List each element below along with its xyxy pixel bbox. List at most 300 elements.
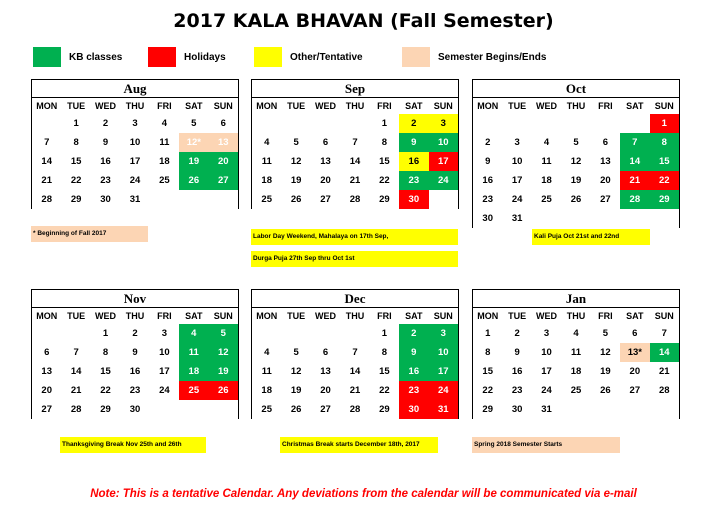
day-cell: 11 (261, 156, 272, 167)
week-row (252, 362, 458, 381)
day-cell: 23 (482, 194, 493, 205)
day-cell: 30 (482, 213, 493, 224)
day-cell: 12 (600, 347, 611, 358)
day-cell: 26 (290, 404, 302, 415)
week-row (473, 362, 679, 381)
weekday-label: THU (345, 311, 365, 321)
day-cell: 26 (600, 385, 611, 396)
week-row (32, 114, 238, 133)
legend-label: Other/Tentative (290, 51, 363, 63)
day-cell: 12 (209, 343, 238, 362)
week-row (473, 400, 679, 419)
day-cell: 12 (570, 156, 582, 167)
weekday-header (473, 98, 679, 114)
day-cell (591, 209, 620, 228)
day-cell: 16 (100, 156, 111, 167)
day-cell: 15 (379, 366, 390, 377)
day-cell (502, 114, 531, 133)
day-cell: 24 (429, 381, 458, 400)
day-cell: 13 (320, 366, 331, 377)
day-cell (32, 114, 61, 133)
legend-swatch-green (33, 47, 61, 67)
day-cell: 2 (102, 118, 109, 129)
day-cell (281, 324, 310, 343)
day-cell (281, 114, 310, 133)
day-cell: 12 (290, 156, 302, 167)
day-cell: 27 (41, 404, 52, 415)
day-cell: 26 (290, 194, 302, 205)
day-cell (561, 209, 590, 228)
weekday-label: FRI (377, 311, 392, 321)
day-cell: 19 (290, 175, 302, 186)
day-cell: 20 (209, 152, 238, 171)
weekday-label: TUE (67, 311, 86, 321)
day-cell (561, 400, 590, 419)
day-cell: 24 (159, 385, 170, 396)
weekday-header (252, 98, 458, 114)
week-row (32, 343, 238, 362)
day-cell: 4 (179, 324, 208, 343)
day-cell: 11 (179, 343, 208, 362)
week-row (252, 190, 458, 209)
weekday-label: MON (256, 311, 278, 321)
day-cell: 25 (159, 175, 170, 186)
weekday-label: MON (36, 311, 58, 321)
week-row (32, 400, 238, 419)
calendar-2 (472, 79, 680, 228)
weekday-label: FRI (157, 101, 172, 111)
month-name: Jan (473, 290, 679, 308)
day-cell: 21 (70, 385, 82, 396)
day-cell: 22 (70, 175, 82, 186)
week-row (252, 381, 458, 400)
day-cell: 22 (379, 385, 390, 396)
footer-note: Note: This is a tentative Calendar. Any deviations from the calendar will be communicated via e-mail (90, 488, 637, 500)
day-cell: 23 (511, 385, 523, 396)
calendar-1 (251, 79, 459, 209)
day-cell: 26 (179, 171, 208, 190)
legend-holidays (148, 47, 226, 67)
day-cell: 27 (320, 194, 331, 205)
note-sep-durga-puja: Durga Puja 27th Sep thru Oct 1st (251, 251, 458, 267)
day-cell: 4 (543, 137, 550, 148)
day-cell: 20 (41, 385, 52, 396)
day-cell: 8 (485, 347, 491, 358)
day-cell: 26 (570, 194, 582, 205)
day-cell: 21 (658, 366, 670, 377)
week-row (32, 381, 238, 400)
day-cell: 31 (541, 404, 552, 415)
day-cell: 2 (399, 324, 428, 343)
day-cell: 21 (41, 175, 52, 186)
weekday-header (32, 308, 238, 324)
day-cell: 19 (570, 175, 582, 186)
day-cell: 6 (632, 328, 638, 339)
day-cell: 16 (511, 366, 523, 377)
legend-semester-begins-ends (402, 47, 546, 67)
weekday-label: WED (95, 311, 117, 321)
day-cell (179, 190, 208, 209)
month-name: Oct (473, 80, 679, 98)
day-cell: 17 (429, 362, 458, 381)
day-cell: 15 (379, 156, 390, 167)
day-cell (532, 114, 561, 133)
day-cell: 1 (381, 328, 388, 339)
week-row (473, 343, 679, 362)
day-cell: 16 (482, 175, 493, 186)
day-cell (150, 190, 179, 209)
day-cell (650, 209, 679, 228)
weekday-label: WED (536, 311, 558, 321)
day-cell (311, 114, 340, 133)
day-cell: 29 (379, 404, 390, 415)
weekday-label: SAT (405, 101, 423, 111)
day-cell: 23 (399, 381, 428, 400)
day-cell: 14 (349, 156, 361, 167)
day-cell: 30 (399, 400, 428, 419)
day-cell: 20 (629, 366, 641, 377)
legend-label: Semester Begins/Ends (438, 51, 547, 63)
day-cell: 17 (511, 175, 523, 186)
week-row (32, 171, 238, 190)
day-cell: 10 (511, 156, 523, 167)
day-cell: 5 (602, 328, 609, 339)
day-cell: 21 (349, 385, 361, 396)
weekday-label: SUN (654, 311, 674, 321)
day-cell: 30 (100, 194, 111, 205)
week-row (473, 190, 679, 209)
day-cell: 21 (620, 171, 649, 190)
day-cell: 24 (129, 175, 141, 186)
weekday-label: TUE (508, 311, 527, 321)
day-cell: 5 (191, 118, 197, 129)
day-cell: 27 (320, 404, 331, 415)
day-cell: 1 (73, 118, 79, 129)
week-row (252, 133, 458, 152)
day-cell: 31 (129, 194, 141, 205)
day-cell: 29 (70, 194, 82, 205)
week-row (32, 133, 238, 152)
legend-label: KB classes (69, 51, 123, 63)
day-cell: 6 (322, 347, 329, 358)
day-cell: 28 (349, 194, 361, 205)
day-cell: 24 (429, 171, 458, 190)
day-cell: 17 (159, 366, 170, 377)
week-row (252, 152, 458, 171)
day-cell: 4 (264, 347, 270, 358)
day-cell (340, 324, 369, 343)
note-dec-christmas: Christmas Break starts December 18th, 2017 (280, 437, 438, 453)
legend-swatch-peach (402, 47, 430, 67)
weekday-label: FRI (598, 101, 613, 111)
day-cell: 15 (482, 366, 493, 377)
day-cell: 14 (70, 366, 82, 377)
weekday-label: THU (125, 311, 145, 321)
day-cell: 11 (541, 156, 552, 167)
day-cell: 24 (541, 385, 552, 396)
weekday-label: SUN (213, 311, 233, 321)
day-cell: 8 (73, 137, 79, 148)
day-cell: 29 (482, 404, 493, 415)
weekday-label: SAT (626, 101, 644, 111)
weekday-header (252, 308, 458, 324)
day-cell: 11 (570, 347, 581, 358)
day-cell (561, 114, 590, 133)
day-cell: 11 (159, 137, 170, 148)
day-cell: 14 (620, 152, 649, 171)
day-cell: 30 (399, 190, 428, 209)
week-row (252, 343, 458, 362)
day-cell: 9 (399, 343, 428, 362)
day-cell: 7 (352, 137, 358, 148)
day-cell (591, 114, 620, 133)
day-cell: 18 (541, 175, 552, 186)
day-cell: 12* (179, 133, 208, 152)
day-cell (473, 114, 502, 133)
day-cell: 10 (429, 133, 458, 152)
day-cell: 1 (485, 328, 491, 339)
weekday-label: MON (36, 101, 58, 111)
day-cell: 8 (381, 137, 388, 148)
day-cell: 25 (541, 194, 552, 205)
day-cell: 27 (600, 194, 611, 205)
day-cell: 2 (132, 328, 138, 339)
day-cell: 18 (570, 366, 582, 377)
day-cell: 13 (320, 156, 331, 167)
day-cell: 6 (602, 137, 609, 148)
day-cell: 3 (429, 114, 458, 133)
day-cell: 5 (293, 347, 299, 358)
weekday-label: SUN (654, 101, 674, 111)
day-cell: 10 (541, 347, 552, 358)
legend-swatch-red (148, 47, 176, 67)
day-cell: 8 (102, 347, 109, 358)
day-cell: 4 (161, 118, 168, 129)
weekday-label: SAT (185, 311, 203, 321)
weekday-label: FRI (598, 311, 613, 321)
day-cell: 27 (629, 385, 641, 396)
day-cell: 9 (399, 133, 428, 152)
day-cell: 18 (261, 175, 272, 186)
weekday-label: TUE (508, 101, 527, 111)
day-cell: 6 (322, 137, 329, 148)
day-cell: 28 (349, 404, 361, 415)
day-cell (179, 400, 208, 419)
day-cell: 15 (70, 156, 82, 167)
weekday-label: TUE (67, 101, 86, 111)
day-cell: 16 (129, 366, 141, 377)
week-row (32, 362, 238, 381)
week-row (32, 190, 238, 209)
day-cell: 17 (541, 366, 552, 377)
day-cell: 29 (379, 194, 390, 205)
weekday-header (32, 98, 238, 114)
day-cell: 16 (399, 152, 428, 171)
day-cell: 4 (573, 328, 579, 339)
day-cell: 13* (620, 343, 649, 362)
day-cell: 22 (650, 171, 679, 190)
day-cell: 5 (209, 324, 238, 343)
day-cell: 8 (650, 133, 679, 152)
weekday-header (473, 308, 679, 324)
month-name: Sep (252, 80, 458, 98)
month-name: Nov (32, 290, 238, 308)
week-row (473, 324, 679, 343)
weekday-label: THU (345, 101, 365, 111)
note-jan-spring: Spring 2018 Semester Starts (472, 437, 620, 453)
day-cell (532, 209, 561, 228)
day-cell: 30 (511, 404, 523, 415)
day-cell: 10 (159, 347, 170, 358)
day-cell: 30 (129, 404, 141, 415)
weekday-label: THU (566, 311, 586, 321)
day-cell: 20 (600, 175, 611, 186)
weekday-label: SAT (405, 311, 423, 321)
day-cell: 1 (102, 328, 109, 339)
weekday-label: SUN (433, 311, 453, 321)
day-cell (620, 114, 649, 133)
note-sep-labor-day: Labor Day Weekend, Mahalaya on 17th Sep, (251, 229, 458, 245)
day-cell (252, 114, 281, 133)
day-cell: 7 (73, 347, 79, 358)
weekday-label: WED (315, 101, 337, 111)
day-cell: 2 (485, 137, 491, 148)
day-cell (209, 190, 238, 209)
day-cell (150, 400, 179, 419)
day-cell: 21 (349, 175, 361, 186)
week-row (32, 152, 238, 171)
day-cell (650, 400, 679, 419)
day-cell: 18 (159, 156, 170, 167)
legend-kb-classes (33, 47, 122, 67)
day-cell: 10 (429, 343, 458, 362)
weekday-label: WED (95, 101, 117, 111)
day-cell: 9 (514, 347, 520, 358)
day-cell: 31 (429, 400, 458, 419)
day-cell: 3 (543, 328, 550, 339)
day-cell (252, 324, 281, 343)
day-cell (61, 324, 90, 343)
day-cell: 1 (381, 118, 388, 129)
legend-swatch-yellow (254, 47, 282, 67)
day-cell: 9 (132, 347, 138, 358)
week-row (473, 209, 679, 228)
note-nov-thanksgiving: Thanksgiving Break Nov 25th and 26th (60, 437, 206, 453)
day-cell (209, 400, 238, 419)
day-cell: 25 (570, 385, 582, 396)
day-cell: 10 (129, 137, 141, 148)
week-row (473, 171, 679, 190)
week-row (252, 400, 458, 419)
day-cell: 11 (261, 366, 272, 377)
page-title: 2017 KALA BHAVAN (Fall Semester) (173, 10, 554, 32)
day-cell: 19 (600, 366, 611, 377)
day-cell: 20 (320, 385, 331, 396)
day-cell: 19 (209, 362, 238, 381)
day-cell: 25 (179, 381, 208, 400)
weekday-label: FRI (377, 101, 392, 111)
day-cell: 22 (379, 175, 390, 186)
day-cell: 13 (41, 366, 52, 377)
day-cell: 25 (261, 194, 272, 205)
day-cell (620, 400, 649, 419)
day-cell: 14 (41, 156, 52, 167)
weekday-label: THU (125, 101, 145, 111)
day-cell: 7 (661, 328, 667, 339)
weekday-label: MON (256, 101, 278, 111)
week-row (473, 152, 679, 171)
day-cell (32, 324, 61, 343)
day-cell: 12 (290, 366, 302, 377)
calendar-0 (31, 79, 239, 209)
week-row (473, 381, 679, 400)
day-cell: 3 (514, 137, 520, 148)
weekday-label: MON (477, 311, 499, 321)
weekday-label: SAT (626, 311, 644, 321)
day-cell: 3 (132, 118, 138, 129)
weekday-label: WED (536, 101, 558, 111)
day-cell: 29 (100, 404, 111, 415)
day-cell: 15 (650, 152, 679, 171)
weekday-label: SUN (213, 101, 233, 111)
day-cell: 13 (600, 156, 611, 167)
day-cell: 2 (514, 328, 520, 339)
week-row (473, 114, 679, 133)
calendar-3 (31, 289, 239, 419)
weekday-label: TUE (287, 311, 306, 321)
weekday-label: SAT (185, 101, 203, 111)
day-cell: 18 (261, 385, 272, 396)
day-cell (340, 114, 369, 133)
day-cell: 1 (650, 114, 679, 133)
day-cell: 5 (573, 137, 579, 148)
day-cell: 25 (261, 404, 272, 415)
day-cell: 15 (100, 366, 111, 377)
calendar-5 (472, 289, 680, 419)
day-cell: 5 (293, 137, 299, 148)
day-cell: 20 (320, 175, 331, 186)
day-cell: 28 (658, 385, 670, 396)
week-row (252, 324, 458, 343)
day-cell: 19 (290, 385, 302, 396)
day-cell: 3 (161, 328, 168, 339)
day-cell: 22 (100, 385, 111, 396)
day-cell (311, 324, 340, 343)
day-cell: 24 (511, 194, 523, 205)
day-cell: 3 (429, 324, 458, 343)
day-cell: 29 (650, 190, 679, 209)
calendar-4 (251, 289, 459, 419)
day-cell: 14 (650, 343, 679, 362)
day-cell (591, 400, 620, 419)
note-aug-beginning: * Beginning of Fall 2017 (31, 226, 148, 242)
day-cell: 19 (179, 152, 208, 171)
day-cell: 16 (399, 362, 428, 381)
weekday-label: THU (566, 101, 586, 111)
weekday-label: SUN (433, 101, 453, 111)
weekday-label: WED (315, 311, 337, 321)
day-cell: 7 (352, 347, 358, 358)
day-cell: 2 (399, 114, 428, 133)
day-cell: 28 (620, 190, 649, 209)
day-cell: 17 (129, 156, 141, 167)
day-cell: 14 (349, 366, 361, 377)
note-oct-kali-puja: Kali Puja Oct 21st and 22nd (532, 229, 650, 245)
day-cell: 9 (102, 137, 109, 148)
day-cell: 9 (485, 156, 491, 167)
week-row (32, 324, 238, 343)
day-cell: 7 (44, 137, 50, 148)
